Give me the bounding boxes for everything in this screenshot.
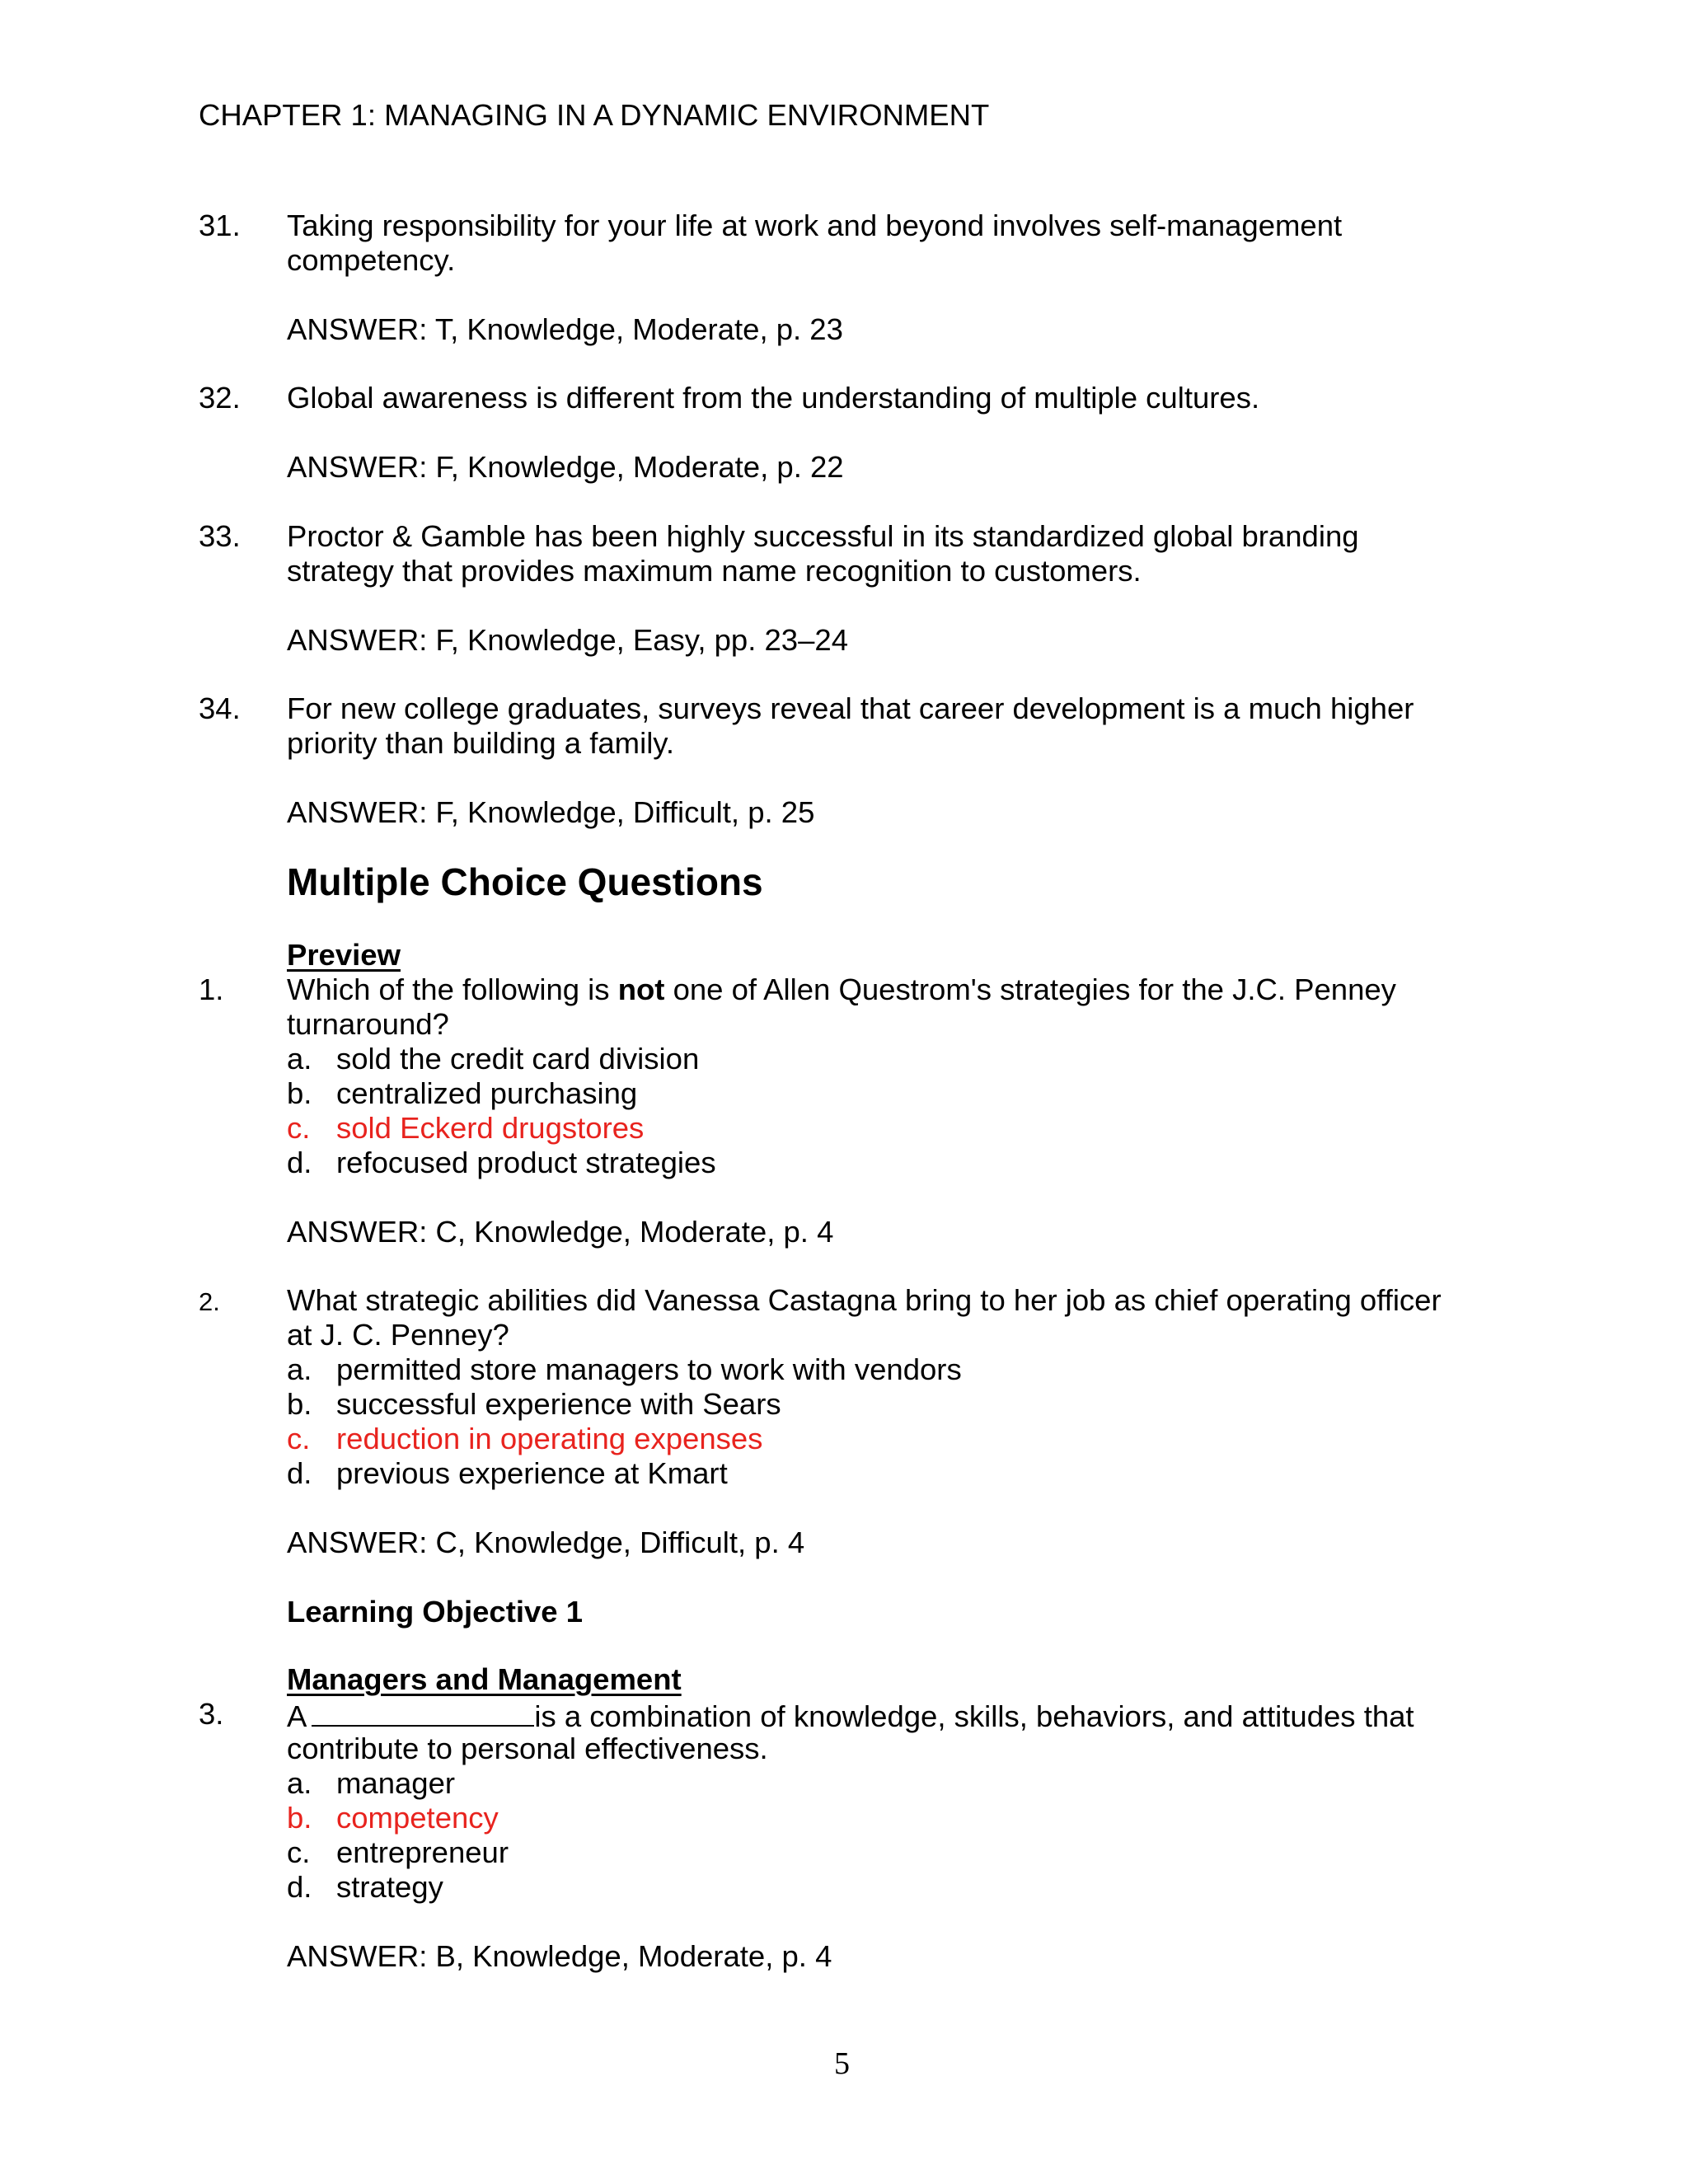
option-letter: a. (287, 1766, 312, 1800)
option-text-correct: competency (336, 1801, 499, 1835)
page-number: 5 (834, 2046, 850, 2081)
question-text: contribute to personal effectiveness. (287, 1732, 768, 1765)
question-number: 34. (199, 691, 241, 725)
question-text: Proctor & Gamble has been highly successful in its standardized global branding (287, 519, 1359, 553)
option-letter: d. (287, 1870, 312, 1904)
question-text: turnaround? (287, 1007, 449, 1041)
option-letter: d. (287, 1456, 312, 1490)
question-text: For new college graduates, surveys reveal that career development is a much higher (287, 691, 1414, 725)
option-text: manager (336, 1766, 456, 1800)
question-text: A is a combination of knowledge, skills, behaviors, and attitudes that (287, 1697, 1414, 1734)
question-number: 3. (199, 1697, 224, 1731)
question-number: 32. (199, 381, 241, 415)
option-letter: d. (287, 1146, 312, 1179)
answer-line: ANSWER: F, Knowledge, Moderate, p. 22 (287, 450, 844, 484)
option-text: sold the credit card division (336, 1042, 700, 1076)
option-text: refocused product strategies (336, 1146, 716, 1179)
option-letter: a. (287, 1042, 312, 1076)
question-text: Global awareness is different from the understanding of multiple cultures. (287, 381, 1260, 415)
option-text: permitted store managers to work with vendors (336, 1352, 962, 1386)
fill-in-blank (312, 1697, 534, 1727)
learning-objective: Learning Objective 1 (287, 1595, 584, 1629)
answer-line: ANSWER: B, Knowledge, Moderate, p. 4 (287, 1939, 832, 1973)
option-letter-correct: c. (287, 1422, 311, 1455)
answer-line: ANSWER: C, Knowledge, Moderate, p. 4 (287, 1215, 834, 1249)
option-letter: b. (287, 1076, 312, 1110)
question-number: 33. (199, 519, 241, 553)
section-title: Multiple Choice Questions (287, 860, 763, 903)
option-text: centralized purchasing (336, 1076, 638, 1110)
emphasis-not: not (617, 972, 665, 1006)
option-letter: a. (287, 1352, 312, 1386)
subsection-heading: Managers and Management (287, 1662, 682, 1696)
question-text: What strategic abilities did Vanessa Castagna bring to her job as chief operating officer (287, 1283, 1442, 1317)
question-number: 31. (199, 209, 241, 242)
question-text: Which of the following is not one of Allen Questrom's strategies for the J.C. Penney (287, 972, 1396, 1006)
option-letter: b. (287, 1387, 312, 1421)
option-text: strategy (336, 1870, 443, 1904)
option-letter-correct: b. (287, 1801, 312, 1835)
answer-line: ANSWER: T, Knowledge, Moderate, p. 23 (287, 312, 843, 346)
option-text-correct: reduction in operating expenses (336, 1422, 763, 1455)
question-text: Taking responsibility for your life at work and beyond involves self-management (287, 209, 1343, 242)
question-text: competency. (287, 243, 456, 277)
question-text: at J. C. Penney? (287, 1318, 509, 1352)
question-text: priority than building a family. (287, 726, 674, 760)
option-text: successful experience with Sears (336, 1387, 781, 1421)
answer-line: ANSWER: F, Knowledge, Difficult, p. 25 (287, 795, 815, 829)
subsection-heading: Preview (287, 938, 401, 972)
question-number: 2. (199, 1287, 220, 1316)
option-text: previous experience at Kmart (336, 1456, 728, 1490)
option-text-correct: sold Eckerd drugstores (336, 1111, 645, 1145)
option-letter: c. (287, 1835, 311, 1869)
question-text: strategy that provides maximum name recognition to customers. (287, 554, 1142, 588)
option-text: entrepreneur (336, 1835, 509, 1869)
answer-line: ANSWER: C, Knowledge, Difficult, p. 4 (287, 1526, 805, 1559)
option-letter-correct: c. (287, 1111, 311, 1145)
page-header: CHAPTER 1: MANAGING IN A DYNAMIC ENVIRONMENT (199, 98, 990, 132)
answer-line: ANSWER: F, Knowledge, Easy, pp. 23–24 (287, 623, 849, 657)
question-number: 1. (199, 972, 224, 1006)
